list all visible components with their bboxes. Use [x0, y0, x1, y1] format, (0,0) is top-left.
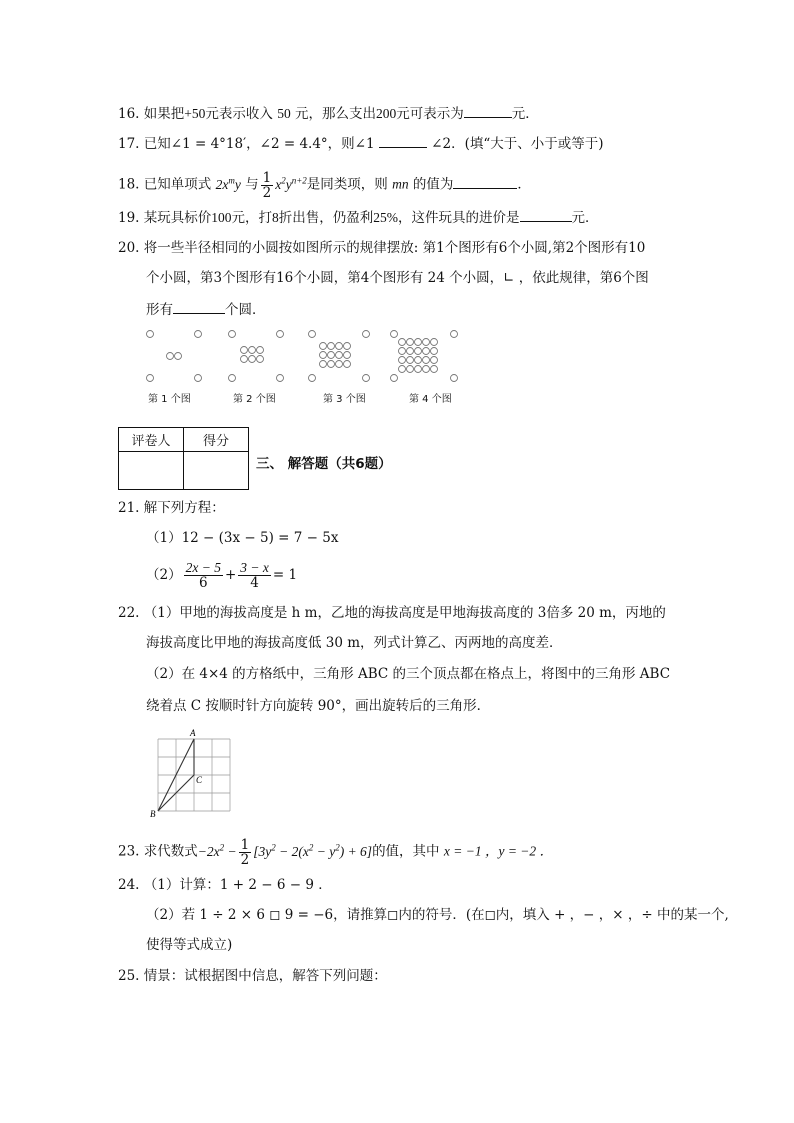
fraction-one-half: $\frac{1}{2}$	[262, 169, 272, 201]
label-b: B	[150, 809, 156, 819]
answer-blank[interactable]	[520, 207, 572, 222]
question-20-line-1: 20. 将一些半径相同的小圆按如图所示的规律摆放: 第1个图形有6个小圆,第2个图形有10	[118, 240, 646, 256]
figure-caption: 第 3 个图	[323, 394, 366, 405]
circle-pattern-figure	[140, 326, 470, 386]
figure-caption: 第 1 个图	[148, 394, 191, 405]
score-cell[interactable]	[184, 452, 249, 490]
question-17: 17. 已知∠1 = 4°18′，∠2 = 4.4°，则∠1 ∠2．(填“大于、小于或等于)	[118, 133, 604, 154]
question-21: 21. 解下列方程：	[118, 500, 225, 516]
section-title: 三、 解答题（共6题）	[256, 456, 392, 472]
question-21-part-2: （2） $\frac{2x - 5}{6}$ + $\frac{3 - x}{4}$ = 1	[146, 560, 298, 591]
question-22-line-3: （2）在 4×4 的方格纸中，三角形 ABC 的三个顶点都在格点上，将图中的三角形 ABC	[146, 666, 671, 682]
question-18: 18. 已知单项式 $2x^my$ 与 $\frac{1}{2}$ $x^2y^{n+2}$是同类项，则 mn 的值为 ．	[118, 169, 531, 201]
label-a: A	[190, 728, 196, 738]
answer-blank[interactable]	[453, 174, 517, 189]
question-25: 25. 情景：试根据图中信息，解答下列问题：	[118, 968, 387, 984]
question-20-line-2: 个小圆，第3个图形有16个小圆，第4个图形有 24 个小圆，∟ ，依此规律，第6个图	[146, 270, 649, 286]
question-22-line-4: 绕着点 C 按顺时针方向旋转 90°，画出旋转后的三角形．	[146, 698, 491, 714]
grader-cell[interactable]	[119, 452, 184, 490]
question-24-line-1: 24. （1）计算：1 + 2 − 6 − 9 ．	[118, 877, 332, 893]
question-22-line-1: 22. （1）甲地的海拔高度是 h m，乙地的海拔高度是甲地海拔高度的 3倍多 20 m，丙地的	[118, 605, 666, 621]
question-24-line-2: （2）若 1 ÷ 2 × 6 ◻ 9 = −6，请推算◻内的符号．(在◻内，填入 + ，− ，× ，÷ 中的某一个,	[146, 907, 729, 923]
label-c: C	[196, 775, 203, 785]
answer-blank[interactable]	[173, 299, 225, 314]
figure-caption: 第 4 个图	[409, 394, 452, 405]
question-19: 19. 某玩具标价100元，打8折出售，仍盈利25%，这件玩具的进价是 元．	[118, 207, 599, 228]
question-20-line-3: 形有 个圆．	[146, 299, 266, 320]
answer-blank[interactable]	[464, 103, 512, 118]
score-table-header-grader: 评卷人	[119, 428, 184, 452]
question-23: 23. 求代数式$-2x^2$ − $\frac{1}{2}$ $[3y^2 - 2(x^2 - y^2) + 6]$的值，其中 x = −1 ，y = −2 ．	[118, 836, 554, 868]
question-22-line-2: 海拔高度比甲地的海拔高度低 30 m，列式计算乙、丙两地的高度差．	[146, 635, 563, 651]
answer-blank[interactable]	[379, 133, 427, 148]
figure-caption: 第 2 个图	[233, 394, 276, 405]
grid-triangle-figure	[148, 727, 238, 819]
question-21-part-1: （1）12 − (3x − 5) = 7 − 5x	[146, 530, 339, 546]
score-table-header-score: 得分	[184, 428, 249, 452]
question-16: 16. 如果把+50元表示收入 50 元，那么支出200元可表示为 元．	[118, 103, 539, 124]
score-table	[118, 427, 249, 490]
question-24-line-3: 使得等式成立)	[146, 937, 233, 953]
